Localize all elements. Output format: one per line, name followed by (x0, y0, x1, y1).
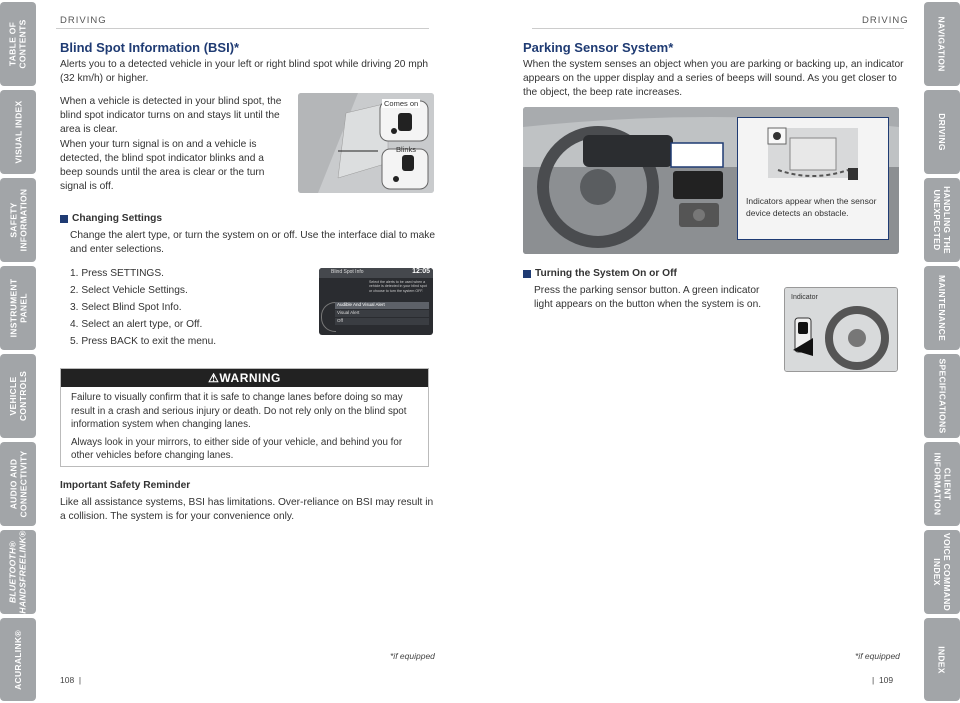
bsi-intro: Alerts you to a detected vehicle in your left or right blind spot while driving 20 mph (32 km/h) or higher. (60, 59, 429, 84)
right-tab-column (924, 0, 960, 703)
step-item: 4. Select an alert type, or Off. (70, 319, 203, 330)
tab-specifications[interactable]: SPECIFICATIONS (924, 354, 960, 438)
turning-system-heading: Turning the System On or Off (523, 268, 677, 279)
changing-settings-heading: Changing Settings (60, 213, 162, 224)
section-square-icon (523, 270, 531, 278)
parking-title: Parking Sensor System* (523, 40, 674, 55)
mirror-illustration (298, 93, 434, 193)
parking-display-illustration (738, 118, 888, 198)
blinks-label: Blinks (396, 145, 417, 154)
tab-table-of-contents[interactable]: TABLE OF CONTENTS (0, 2, 36, 86)
right-page-number: | 109 (872, 675, 894, 685)
indicator-label: Indicator (791, 294, 818, 301)
reminder-heading: Important Safety Reminder (60, 480, 191, 491)
warning-triangle-icon: ⚠ (208, 371, 220, 385)
step-item: 2. Select Vehicle Settings. (70, 285, 188, 296)
screen-option-selected[interactable]: Audible And Visual Alert (335, 302, 429, 309)
tab-instrument-panel[interactable]: INSTRUMENT PANEL (0, 266, 36, 350)
left-tab-column (0, 0, 36, 703)
step-item: 5. Press BACK to exit the menu. (70, 336, 217, 347)
right-page-header: DRIVING (862, 15, 909, 26)
tab-safety-information[interactable]: SAFETY INFORMATION (0, 178, 36, 262)
tab-audio-and-connectivity[interactable]: AUDIO AND CONNECTIVITY (0, 442, 36, 526)
bsi-turn-signal-paragraph: When your turn signal is on and a vehicle is detected, the blind spot indicator blinks and a beep sounds until the area is clear or the turn signal is off. (60, 139, 265, 192)
tab-vehicle-controls[interactable]: VEHICLE CONTROLS (0, 354, 36, 438)
bsi-mirror-image (298, 93, 434, 193)
step-item: 1. Press SETTINGS. (70, 268, 164, 279)
tab-driving[interactable]: DRIVING (924, 90, 960, 174)
screen-option[interactable]: Visual Alert (335, 310, 429, 317)
right-footnote: *if equipped (855, 651, 900, 661)
changing-settings-text: Change the alert type, or turn the system on or off. Use the interface dial to make and enter selections. (70, 230, 436, 255)
tab-navigation[interactable]: NAVIGATION (924, 2, 960, 86)
right-header-rule (532, 28, 904, 29)
tab-acuralink[interactable]: ACURALINK® (0, 618, 36, 701)
indicator-button-image (784, 287, 898, 372)
left-page-number: 108 | (60, 675, 82, 685)
screen-time: 12:05 (412, 268, 430, 275)
tab-visual-index[interactable]: VISUAL INDEX (0, 90, 36, 174)
screen-option[interactable]: Off (335, 318, 429, 325)
tab-maintenance[interactable]: MAINTENANCE (924, 266, 960, 350)
dashboard-image (523, 107, 899, 254)
left-footnote: *if equipped (390, 651, 435, 661)
screen-dial-icon (321, 302, 336, 332)
settings-screen-image (319, 268, 433, 335)
screen-description: Select the alerts to be used when a vehicle is detected in your blind spot or choose to turn the system OFF. (369, 280, 427, 293)
tab-handling-the-unexpected[interactable]: HANDLING THE UNEXPECTED (924, 178, 960, 262)
reminder-text: Like all assistance systems, BSI has limitations. Over-reliance on BSI may result in a collision. The system is for your convenience only. (60, 497, 434, 522)
parking-intro: When the system senses an object when you are parking or backing up, an indicator appears on the upper display and a series of beeps will sound. As you get closer to the object, the beep rate increases. (523, 59, 904, 98)
settings-steps-list (70, 265, 216, 350)
section-square-icon (60, 215, 68, 223)
bsi-detected-paragraph: When a vehicle is detected in your blind spot, the blind spot indicator turns on and stays lit until the area is clear. (60, 96, 282, 135)
bsi-title: Blind Spot Information (BSI)* (60, 40, 240, 55)
warning-header: ⚠ WARNING (61, 369, 428, 387)
step-item: 3. Select Blind Spot Info. (70, 302, 182, 313)
tab-client-information[interactable]: CLIENT INFORMATION (924, 442, 960, 526)
warning-box (60, 368, 429, 467)
screen-title: Blind Spot Info (331, 269, 364, 275)
left-header-rule (56, 28, 429, 29)
tab-index[interactable]: INDEX (924, 618, 960, 701)
indicator-callout (737, 117, 889, 240)
callout-text: Indicators appear when the sensor device detects an obstacle. (746, 196, 877, 218)
tab-voice-command-index[interactable]: VOICE COMMAND INDEX (924, 530, 960, 614)
turning-system-text: Press the parking sensor button. A green indicator light appears on the button when the system is on. (534, 285, 762, 310)
left-page-header: DRIVING (60, 15, 107, 26)
comes-on-label: Comes on (384, 99, 419, 108)
tab-bluetooth-handsfreelink[interactable]: BLUETOOTH® HANDSFREELINK® (0, 530, 36, 614)
warning-text-2: Always look in your mirrors, to either side of your vehicle, and behind you for other vehicles before changing lanes. (71, 436, 403, 461)
warning-text-1: Failure to visually confirm that it is safe to change lanes before doing so may result in a crash and serious injury or death. Do not rely only on the blind spot information system when changing lanes. (71, 392, 407, 430)
